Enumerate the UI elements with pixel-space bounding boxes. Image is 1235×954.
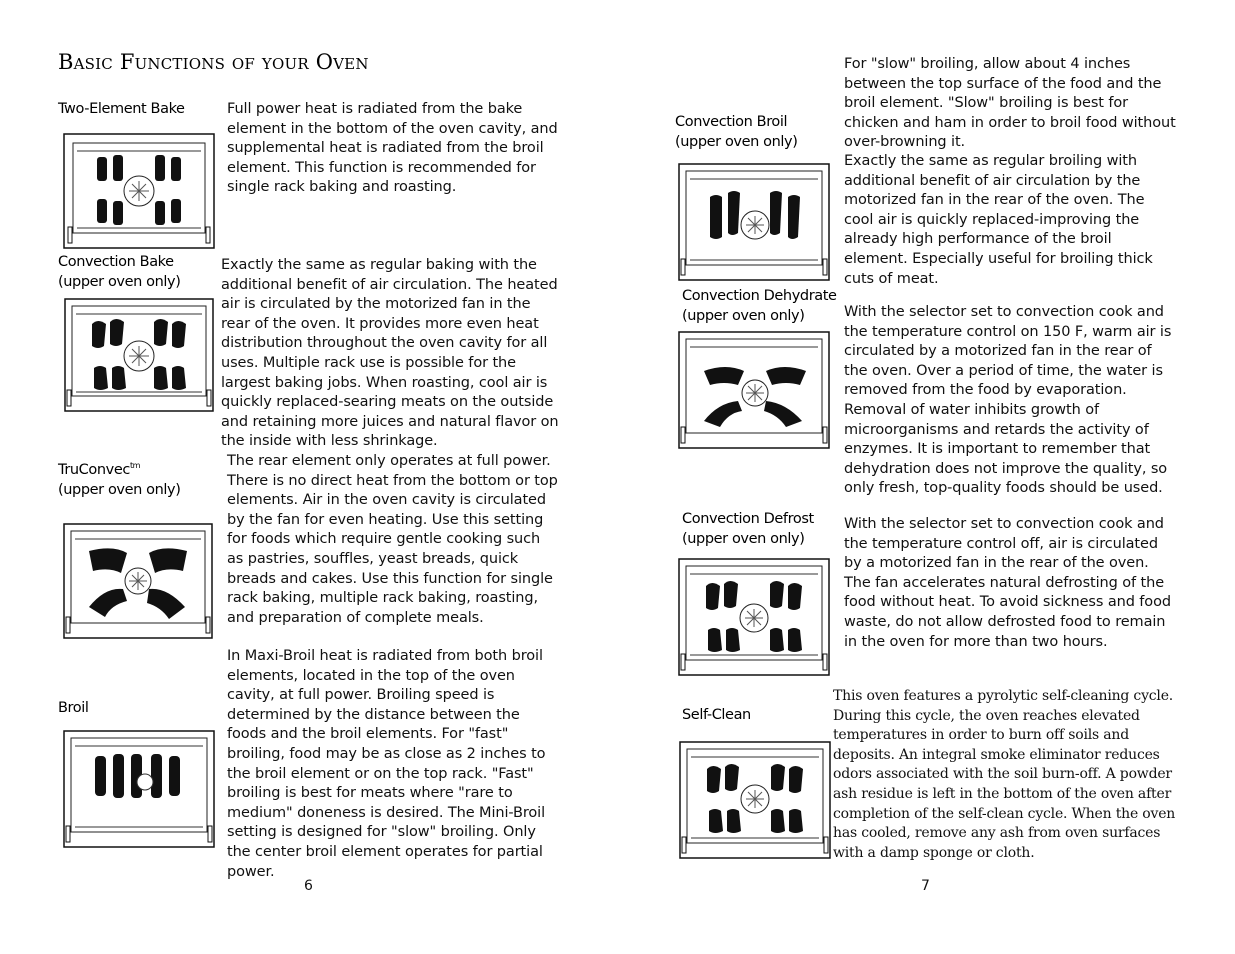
section-text-two-element-bake: Full power heat is radiated from the bake element in the bottom of the oven cavity, and supplemental heat is radiated from the broil element. This function is recommended for single rack baking and roasting. (227, 101, 558, 196)
oven-diagram-broil (63, 730, 215, 848)
oven-diagram-truconvec (63, 523, 213, 639)
section-text-convection-defrost: With the selector set to convection cook and the temperature control off, air is circulated by a motorized fan in the rear of the oven. The fan accelerates natural defrosting of the food without heat. To avoid sickness and food waste, do not allow defrosted food to remain in the oven for more than two hours. (844, 516, 1171, 650)
page-number-left: 6 (304, 878, 313, 894)
oven-diagram-convection-broil (678, 163, 830, 281)
section-label-two-element-bake: Two-Element Bake (58, 101, 185, 117)
page-title: Basic Functions of your Oven (58, 50, 369, 74)
oven-diagram-convection-dehydrate (678, 331, 830, 449)
section-text-convection-broil: Exactly the same as regular broiling with additional benefit of air circulation by the motorized fan in the rear of the oven. The cool air is quickly replaced-improving the already high performance of the broil element. Especially useful for broiling thick cuts of meat. (844, 153, 1153, 287)
section-text-truconvec: The rear element only operates at full power. There is no direct heat from the bottom or top elements. Air in the oven cavity is circulated by the fan for even heating. Use this setting for foods which require gentle cooking such as pastries, souffles, yeast breads, quick breads and cakes. Use this function for single rack baking, multiple rack baking, roasting, and preparation of complete meals. (227, 453, 558, 626)
section-label-convection-dehydrate: Convection Dehydrate (upper oven only) (682, 288, 837, 324)
page-number-right: 7 (921, 878, 930, 894)
section-label-convection-defrost: Convection Defrost (upper oven only) (682, 511, 814, 547)
section-text-self-clean: This oven features a pyrolytic self-cleaning cycle. During this cycle, the oven reaches elevated temperatures in order to burn off soils and deposits. An integral smoke eliminator reduces odors associated with the soil burn-off. A powder ash residue is left in the bottom of the oven after completion of the self-clean cycle. When the oven has cooled, remove any ash from oven surfaces with a damp sponge or cloth. (833, 688, 1176, 861)
section-label-truconvec: TruConvec$^{tm}$ (upper oven only) (58, 461, 181, 498)
section-label-broil: Broil (58, 700, 89, 716)
oven-diagram-two-element-bake (63, 133, 215, 249)
section-label-convection-broil: Convection Broil (upper oven only) (675, 114, 798, 150)
oven-diagram-convection-defrost (678, 558, 830, 676)
broil-continued-text: For "slow" broiling, allow about 4 inches between the top surface of the food and the broil element. "Slow" broiling is best for chicken and ham in order to broil food without over-browning it. (844, 56, 1176, 151)
section-label-convection-bake: Convection Bake (upper oven only) (58, 254, 181, 290)
oven-diagram-convection-bake (64, 298, 214, 412)
section-text-convection-bake: Exactly the same as regular baking with the additional benefit of air circulation. The heated air is circulated by the motorized fan in the rear of the oven. It provides more even heat distribution throughout the oven cavity for all uses. Multiple rack use is possible for the largest baking jobs. When roasting, cool air is quickly replaced-searing meats on the outside and retaining more juices and natural flavor on the inside with less shrinkage. (221, 257, 559, 450)
section-text-convection-dehydrate: With the selector set to convection cook and the temperature control on 150 F, warm air is circulated by a motorized fan in the rear of the oven. Over a period of time, the water is removed from the food by evaporation. Removal of water inhibits growth of microorganisms and retards the activity of enzymes. It is important to remember that dehydration does not improve the quality, so only fresh, top-quality foods should be used. (844, 304, 1172, 497)
section-text-broil: In Maxi-Broil heat is radiated from both broil elements, located in the top of the oven cavity, at full power. Broiling speed is determined by the distance between the foods and the broil elements. For "fast" broiling, food may be as close as 2 inches to the broil element or on the top rack. "Fast" broiling is best for meats where "rare to medium" doneness is desired. The Mini-Broil setting is designed for "slow" broiling. Only the center broil element operates for partial power. (227, 648, 546, 880)
oven-diagram-self-clean (679, 741, 831, 859)
section-label-self-clean: Self-Clean (682, 707, 751, 723)
